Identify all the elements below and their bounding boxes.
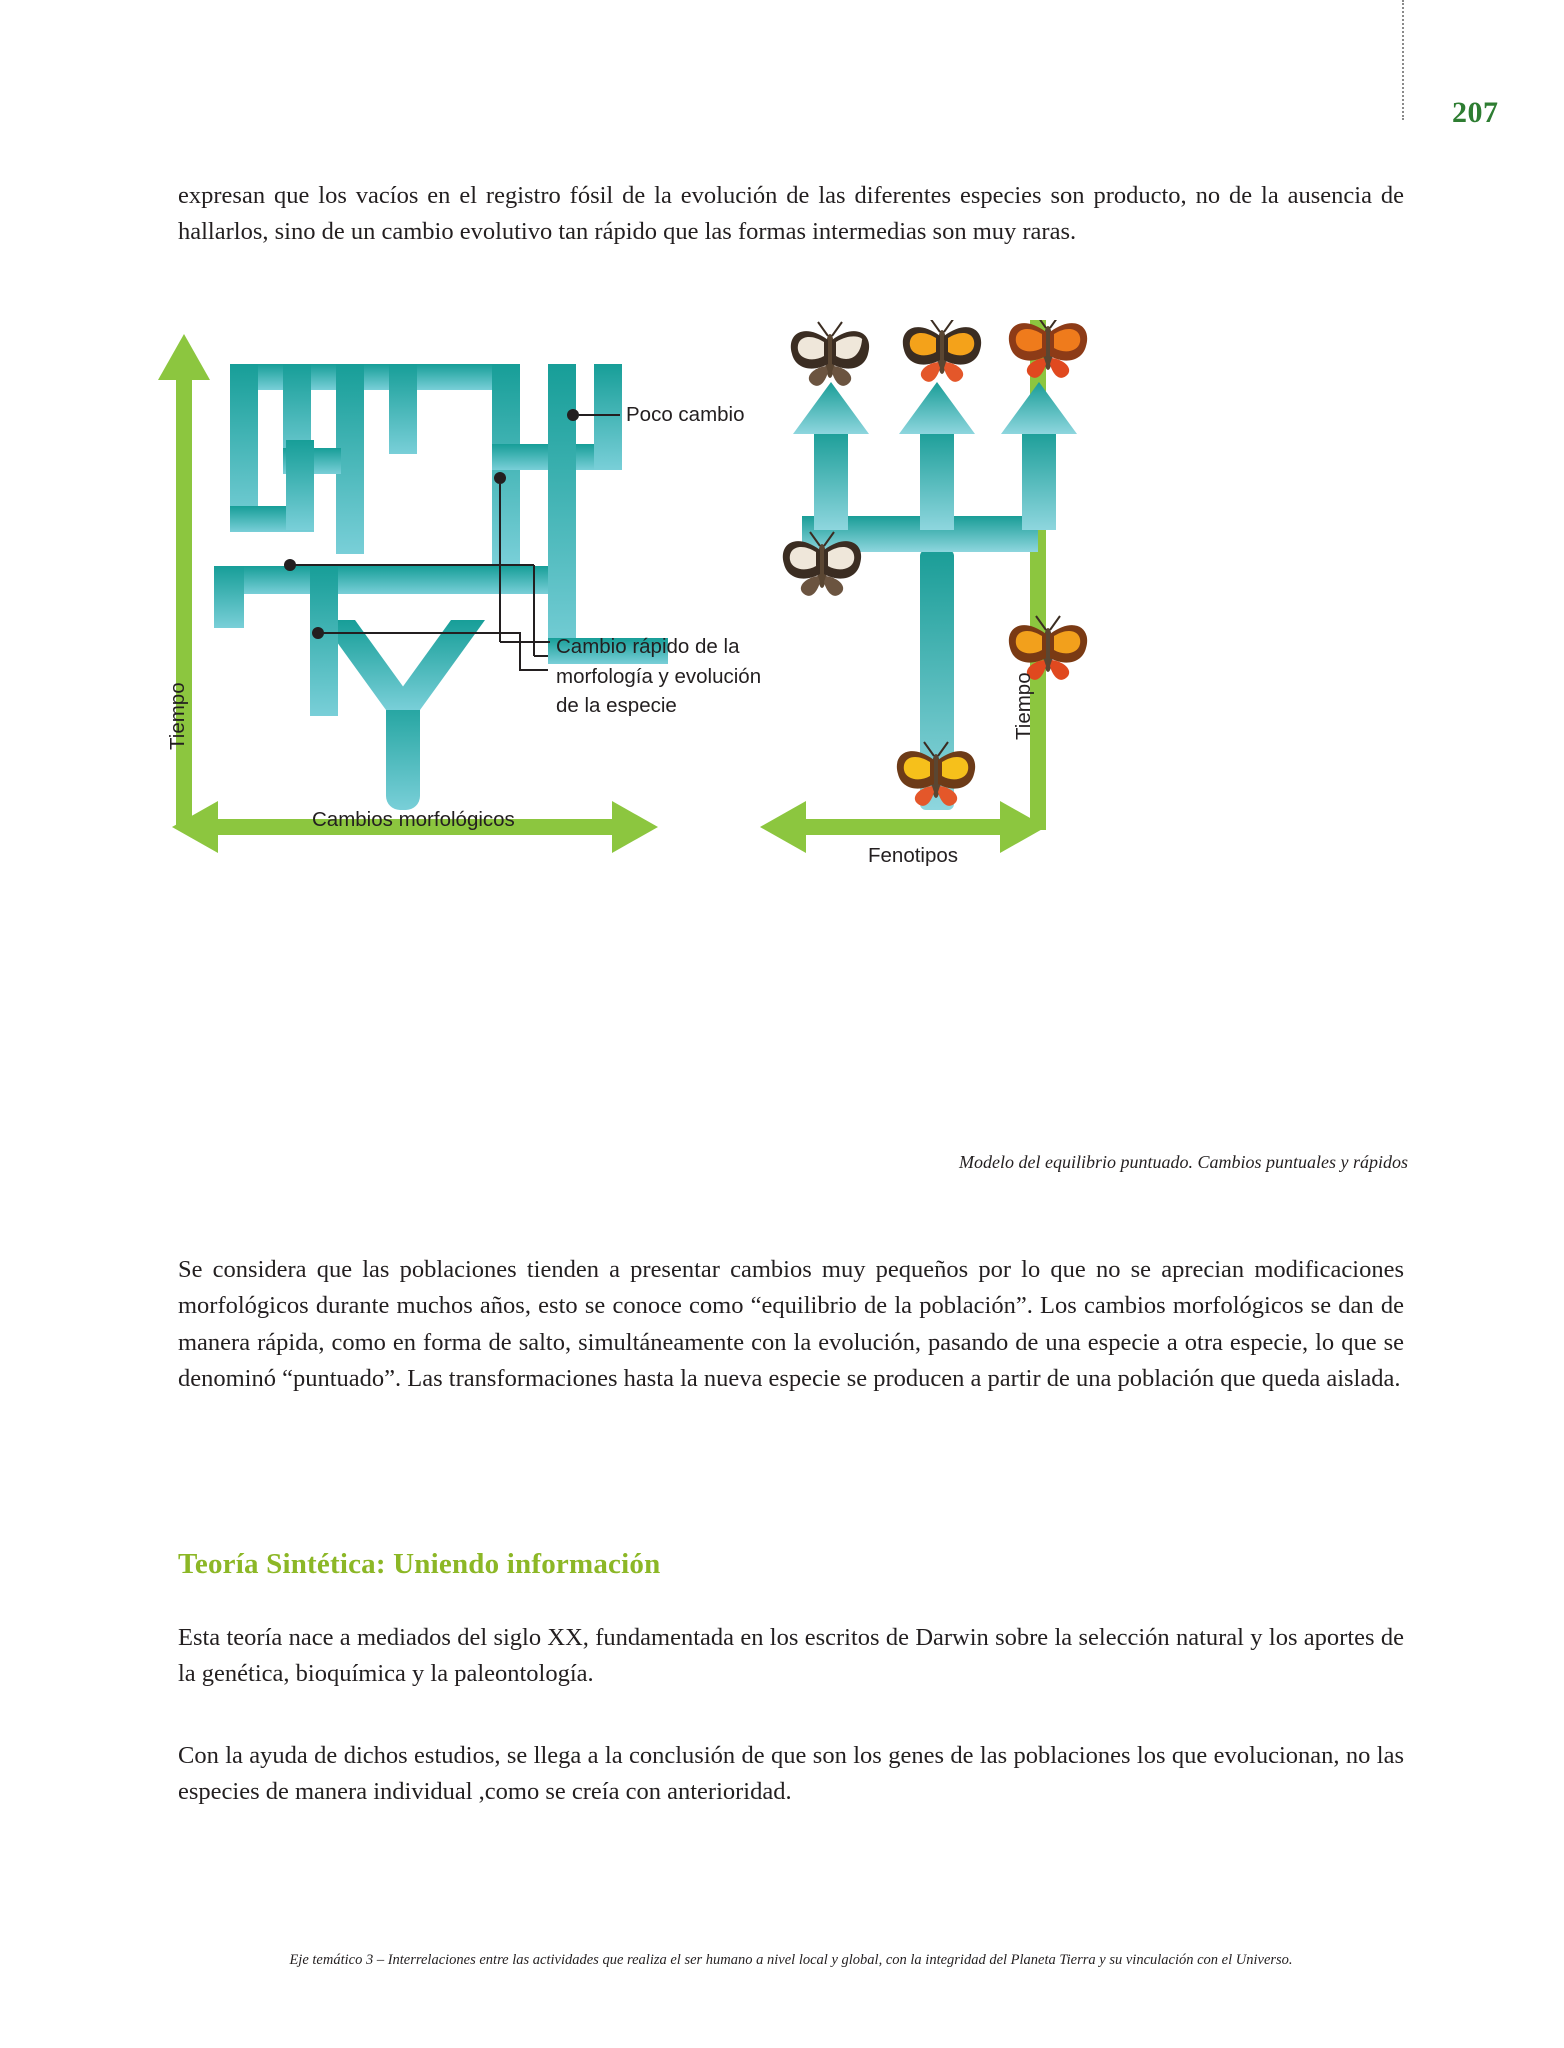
butterfly-icon-orange-1 [903,320,981,382]
left-time-axis-arrow [158,334,210,825]
paragraph-conclusion: Con la ayuda de dichos estudios, se llega a la conclusión de que son los genes de las poblaciones los que evolucionan, no las especies de manera individual ,como se creía con anterioridad. [178,1742,1404,1806]
butterfly-icon-dark-1 [791,322,869,386]
left-x-axis-label: Cambios morfológicos [312,808,515,831]
figure-punctuated-equilibrium [150,320,1450,1150]
butterfly-icon-orange-2 [1009,616,1087,680]
butterfly-icon-red-1 [1009,320,1087,378]
callout-cambio-rapido: Cambio rápido de la morfología y evolución de la especie [556,635,762,718]
right-time-axis-label: Tiempo [1012,672,1035,740]
callout-poco-cambio: Poco cambio [626,403,745,426]
left-branching-tree [214,364,668,810]
paragraph-equilibrium: Se considera que las poblaciones tienden a presentar cambios muy pequeños por lo que no se aprecian modificaciones morfológicos durante muchos años, esto se conoce como “equilibrio de la población”. Los cambios morfológicos se dan de manera rápida, como en forma de salto, simultáneamente con la evolución, pasando de una especie a otra especie, lo que se denominó “puntuado”. Las transformaciones hasta la nueva especie se producen a partir de una población que queda aislada. [178,1256,1404,1392]
left-time-axis-label: Tiempo [166,682,189,750]
page-number: 207 [1452,96,1499,129]
paragraph-teoria-origen: Esta teoría nace a mediados del siglo XX, fundamentada en los escritos de Darwin sobre la selección natural y los aportes de la genética, bioquímica y la paleontología. [178,1624,1404,1688]
figure-caption: Modelo del equilibrio puntuado. Cambios puntuales y rápidos [959,1152,1408,1172]
header-divider [1402,0,1404,120]
right-x-axis-label: Fenotipos [868,844,959,867]
footer-note: Eje temático 3 – Interrelaciones entre las actividades que realiza el ser humano a nivel local y global, con la integridad del Planeta Tierra y su vinculación con el Universo. [289,1952,1293,1968]
paragraph-intro: expresan que los vacíos en el registro fósil de la evolución de las diferentes especies son producto, no de la ausencia de hallarlos, sino de un cambio evolutivo tan rápido que las formas intermedias son muy raras. [178,182,1404,246]
section-title-teoria-sintetica: Teoría Sintética: Uniendo información [178,1548,661,1580]
figure-graphic [150,320,1450,1150]
